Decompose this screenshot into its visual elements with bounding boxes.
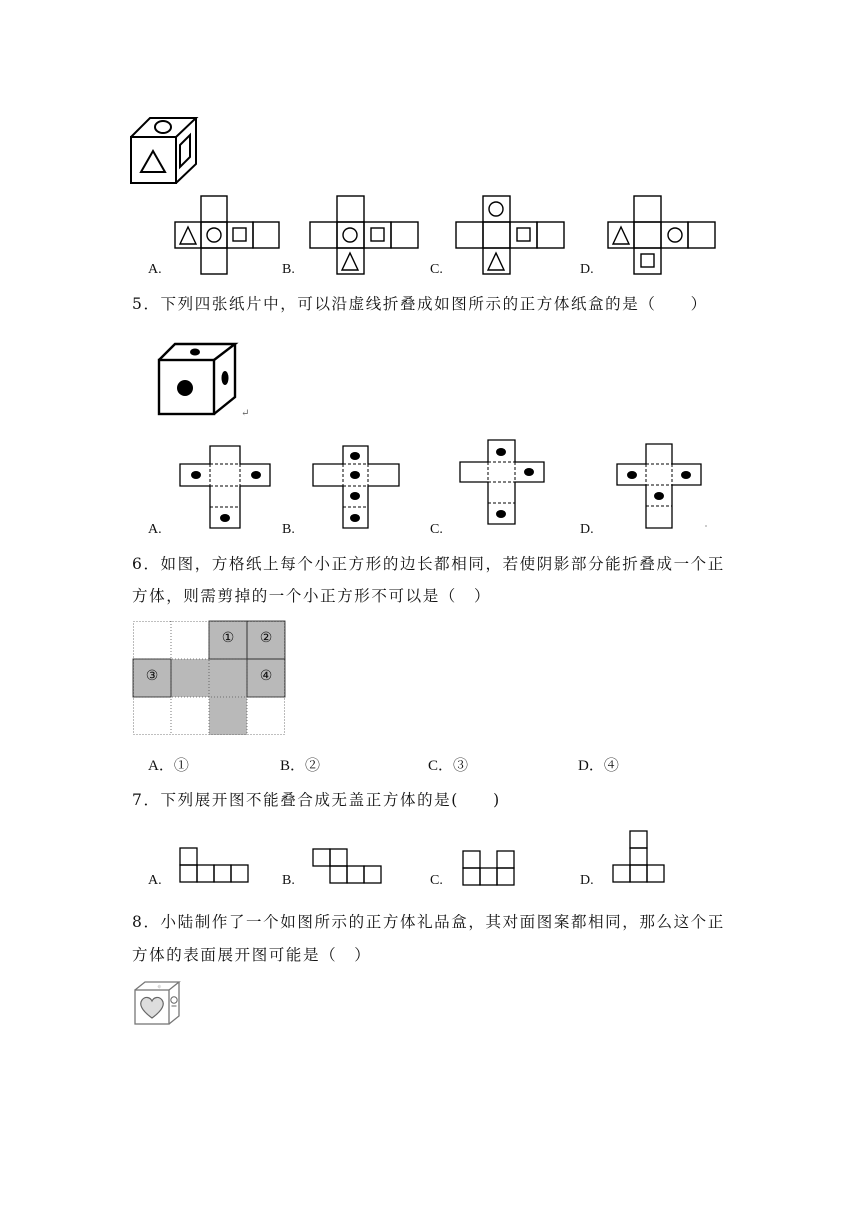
q4-net-b (310, 196, 420, 276)
q6-grid-label-2: ② (259, 630, 273, 646)
q5-net-a (180, 446, 280, 530)
q5-net-c (460, 440, 550, 526)
q6-grid-label-3: ③ (145, 668, 159, 684)
q4-net-d (608, 196, 718, 276)
q7-net-b (312, 848, 384, 886)
q5-net-d (617, 444, 717, 530)
question-5-text: 5．下列四张纸片中，可以沿虚线折叠成如图所示的正方体纸盒的是（ ） (132, 295, 708, 313)
q4-net-c (456, 196, 566, 276)
q8-gift-box-figure (133, 980, 183, 1026)
q5-option-c[interactable]: C. (430, 522, 443, 537)
question-6-line-1: 6．如图，方格纸上每个小正方形的边长都相同，若使阴影部分能折叠成一个正 (132, 555, 725, 573)
question-8-line-2: 方体的表面展开图可能是（ ） (132, 946, 372, 964)
question-7-text: 7．下列展开图不能叠合成无盖正方体的是( ) (132, 791, 501, 809)
q4-option-b[interactable]: B. (282, 262, 295, 277)
q7-option-b[interactable]: B. (282, 873, 295, 888)
q6-option-b[interactable]: B．② (280, 758, 321, 774)
question-8-line-1: 8．小陆制作了一个如图所示的正方体礼品盒，其对面图案都相同，那么这个正 (132, 913, 725, 931)
question-6-line-2: 方体，则需剪掉的一个小正方形不可以是（ ） (132, 587, 492, 605)
q7-option-a[interactable]: A. (148, 873, 162, 888)
q5-option-a[interactable]: A. (148, 522, 162, 537)
q4-option-a[interactable]: A. (148, 262, 162, 277)
q5-option-b[interactable]: B. (282, 522, 295, 537)
q7-option-c[interactable]: C. (430, 873, 443, 888)
q6-grid-label-4: ④ (259, 668, 273, 684)
q7-net-c (462, 850, 520, 888)
q5-cube-figure (157, 342, 239, 416)
q6-option-c[interactable]: C．③ (428, 758, 469, 774)
q5-option-d[interactable]: D. (580, 522, 594, 537)
q4-option-d[interactable]: D. (580, 262, 594, 277)
q4-net-a (175, 196, 280, 276)
heart-icon (141, 997, 164, 1018)
q6-option-d[interactable]: D．④ (578, 758, 619, 774)
q7-option-d[interactable]: D. (580, 873, 594, 888)
q7-net-d (612, 830, 670, 886)
q6-option-a[interactable]: A．① (148, 758, 189, 774)
q6-grid-label-1: ① (221, 630, 235, 646)
q7-net-a (179, 847, 251, 885)
q6-grid-figure (133, 621, 285, 735)
q4-option-c[interactable]: C. (430, 262, 443, 277)
q4-cube-figure (128, 115, 203, 190)
q5-net-b (313, 446, 403, 530)
svg-text:☼: ☼ (157, 984, 162, 991)
q5-stray-return-mark: ↵ (241, 408, 250, 419)
